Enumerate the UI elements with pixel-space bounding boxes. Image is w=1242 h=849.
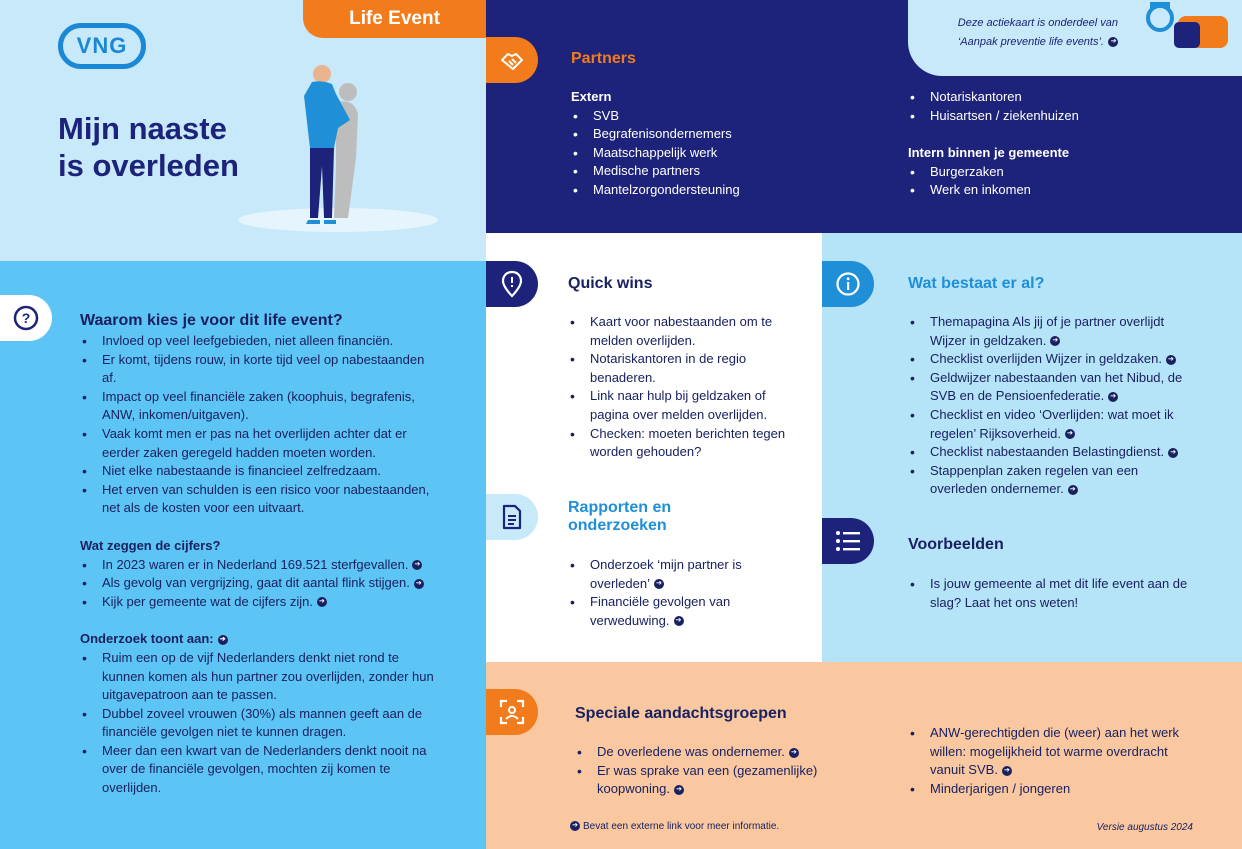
list-item: • Vaak komt men er pas na het overlijden achter dat er eerder zaken geregeld hadden moeten worden. [80,425,440,462]
quickwins-tab [486,261,538,307]
list-item: • Dubbel zoveel vrouwen (30%) als mannen geeft aan de financiële gevolgen niet te kunnen dragen. [80,705,440,742]
list-item: • Maatschappelijk werk [571,144,881,163]
special-right-list [908,724,1188,798]
existing-tab [822,261,874,307]
notice-line2[interactable]: ‘Aanpak preventie life events’. ➔ [918,33,1118,52]
external-link-icon: ➔ [414,579,424,589]
extern-list [571,107,881,200]
list-item: • Huisartsen / ziekenhuizen [908,107,1218,126]
external-link-icon: ➔ [1108,37,1118,47]
research-title[interactable]: Onderzoek toont aan: ➔ [80,630,440,649]
external-link-icon: ➔ [654,579,664,589]
focus-icon [499,699,525,725]
list-item: • Notariskantoren in de regio benaderen. [568,350,793,387]
why-tab [0,295,52,341]
notice-text [918,14,1118,52]
list-item: • Meer dan een kwart van de Nederlanders denkt nooit na over de financiële gevolgen, mochten zij komen te overlijden. [80,742,440,798]
info-icon [835,271,861,297]
list-item[interactable]: • Checklist en video ‘Overlijden: wat moet ik regelen’ Rijksoverheid. ➔ [908,406,1198,443]
external-link-icon: ➔ [218,635,228,645]
notice-line1: Deze actiekaart is onderdeel van [957,17,1118,29]
list-item[interactable]: • De overledene was ondernemer. ➔ [575,743,825,762]
list-item: • Checken: moeten berichten tegen worden gehouden? [568,425,793,462]
examples-list [908,575,1198,612]
reports-title: Rapporten en onderzoeken [568,499,672,534]
external-link-icon: ➔ [1002,766,1012,776]
research-list [80,649,440,798]
partners-extern [571,88,881,200]
puzzle-illustration [1138,0,1232,52]
list-item[interactable]: • Financiële gevolgen van verweduwing. ➔ [568,593,793,630]
figures-list [80,556,440,612]
vng-logo [58,23,146,69]
document-icon [501,504,523,530]
page-title [58,110,239,184]
special-left-list [575,743,825,799]
external-link-icon: ➔ [1166,355,1176,365]
question-icon [12,304,40,332]
reports-list [568,556,793,630]
examples-title: Voorbeelden [908,536,1004,553]
figures-title: Wat zeggen de cijfers? [80,537,221,553]
partners-right [908,88,1218,200]
quickwins-title: Quick wins [568,275,653,292]
why-content [80,312,440,798]
reports-tab [486,494,538,540]
existing-title: Wat bestaat er al? [908,275,1045,292]
footer-link-note: ➔ Bevat een externe link voor meer informatie. [570,821,779,832]
special-title: Speciale aandachtsgroepen [575,705,787,722]
list-item[interactable]: • Als gevolg van vergrijzing, gaat dit aantal flink stijgen. ➔ [80,574,440,593]
life-event-badge [303,0,486,38]
external-link-icon: ➔ [674,785,684,795]
list-item[interactable]: • ANW-gerechtigden die (weer) aan het werk willen: mogelijkheid tot warme overdracht vanuit SVB. ➔ [908,724,1188,780]
list-item[interactable]: • Checklist overlijden Wijzer in geldzaken. ➔ [908,350,1198,369]
intern-list [908,163,1218,200]
external-link-icon: ➔ [1068,485,1078,495]
list-item: • Er komt, tijdens rouw, in korte tijd veel op nabestaanden af. [80,351,440,388]
intern-label: Intern binnen je gemeente [908,145,1070,161]
list-item: • Impact op veel financiële zaken (koophuis, begrafenis, ANW, inkomen/uitgaven). [80,388,440,425]
external-link-icon: ➔ [1050,336,1060,346]
title-line1: Mijn naaste [58,111,227,146]
vng-logo-text: VNG [76,33,128,58]
list-item: • Minderjarigen / jongeren [908,780,1188,799]
list-item: • SVB [571,107,881,126]
footer-version: Versie augustus 2024 [1096,822,1193,833]
mourning-couple-illustration [238,58,440,236]
why-title: Waarom kies je voor dit life event? [80,312,343,329]
partners-title: Partners [571,50,636,67]
list-item: • Medische partners [571,162,881,181]
external-link-icon: ➔ [789,748,799,758]
list-item: • Burgerzaken [908,163,1218,182]
list-item[interactable]: • Stappenplan zaken regelen van een overleden ondernemer. ➔ [908,462,1198,499]
location-pin-icon [500,270,524,298]
life-event-label: Life Event [349,8,440,29]
list-item: • Het erven van schulden is een risico voor nabestaanden, net als de kosten voor een uitvaart. [80,481,440,518]
list-item[interactable]: • Themapagina Als jij of je partner overlijdt Wijzer in geldzaken. ➔ [908,313,1198,350]
list-item: • Begrafenisondernemers [571,125,881,144]
list-icon [835,530,861,552]
list-item[interactable]: • Onderzoek ‘mijn partner is overleden’ ➔ [568,556,793,593]
external-link-icon: ➔ [674,616,684,626]
list-item: • Mantelzorgondersteuning [571,181,881,200]
existing-list [908,313,1198,499]
list-item[interactable]: • Checklist nabestaanden Belastingdienst. ➔ [908,443,1198,462]
list-item: • Kaart voor nabestaanden om te melden overlijden. [568,313,793,350]
external-link-icon: ➔ [1168,448,1178,458]
list-item: • Niet elke nabestaande is financieel zelfredzaam. [80,462,440,481]
why-list [80,332,440,518]
list-item[interactable]: • Geldwijzer nabestaanden van het Nibud, de SVB en de Pensioenfederatie. ➔ [908,369,1198,406]
external-link-icon: ➔ [317,597,327,607]
list-item: • Ruim een op de vijf Nederlanders denkt niet rond te kunnen komen als hun partner zou overlijden, zonder hun uitgavepatroon aan te passen. [80,649,440,705]
partners-tab [486,37,538,83]
extern-more-list [908,88,1218,125]
list-item[interactable]: • In 2023 waren er in Nederland 169.521 sterfgevallen. ➔ [80,556,440,575]
quickwins-list [568,313,793,462]
external-link-icon: ➔ [1065,429,1075,439]
handshake-icon [499,47,525,73]
list-item: • Is jouw gemeente al met dit life event aan de slag? Laat het ons weten! [908,575,1198,612]
special-tab [486,689,538,735]
external-link-icon: ➔ [570,821,580,831]
external-link-icon: ➔ [412,560,422,570]
svg-text:?: ? [21,310,31,326]
examples-tab [822,518,874,564]
title-line2: is overleden [58,148,239,183]
list-item: • Invloed op veel leefgebieden, niet alleen financiën. [80,332,440,351]
list-item: • Link naar hulp bij geldzaken of pagina over melden overlijden. [568,387,793,424]
list-item[interactable]: • Er was sprake van een (gezamenlijke) koopwoning. ➔ [575,762,825,799]
extern-label: Extern [571,89,612,104]
external-link-icon: ➔ [1108,392,1118,402]
list-item: • Werk en inkomen [908,181,1218,200]
list-item[interactable]: • Kijk per gemeente wat de cijfers zijn. ➔ [80,593,440,612]
list-item: • Notariskantoren [908,88,1218,107]
